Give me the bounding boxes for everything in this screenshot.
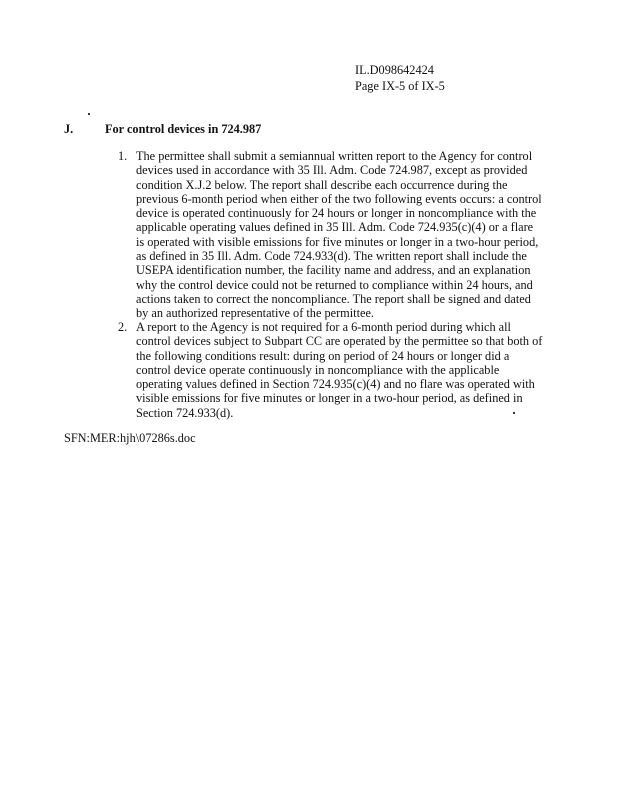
- scan-speck: [513, 412, 515, 414]
- file-reference: SFN:MER:hjh\07286s.doc: [64, 431, 196, 445]
- section-title: For control devices in 724.987: [105, 122, 262, 136]
- text-line: control device operate continuously in noncompliance with the applicable: [136, 362, 500, 377]
- text-line: control devices subject to Subpart CC are operated by the permittee so that both of: [136, 334, 543, 349]
- scan-speck: [88, 113, 90, 115]
- text-line: the following conditions result: during on period of 24 hours or longer did a: [136, 348, 510, 363]
- text-line: previous 6-month period when either of the two following events occurs: a control: [136, 191, 542, 206]
- section-letter: J.: [64, 122, 74, 136]
- text-line: is operated with visible emissions for five minutes or longer in a two-hour period,: [136, 234, 539, 249]
- text-line: by an authorized representative of the permittee.: [136, 306, 374, 321]
- text-line: USEPA identification number, the facility name and address, and an explanation: [136, 263, 531, 278]
- text-line: actions taken to correct the noncompliance. The report shall be signed and dated: [136, 291, 531, 306]
- text-line: devices used in accordance with 35 Ill. Adm. Code 724.987, except as provided: [136, 163, 528, 178]
- text-line: A report to the Agency is not required for a 6-month period during which all: [136, 320, 511, 334]
- text-line: operating values defined in Section 724.935(c)(4) and no flare was operated with: [136, 377, 535, 392]
- item-1-text: [136, 149, 542, 321]
- item-2-number: 2.: [118, 320, 128, 334]
- text-line: Section 724.933(d).: [136, 405, 234, 420]
- text-line: as defined in 35 Ill. Adm. Code 724.933(d). The written report shall include the: [136, 249, 527, 264]
- text-line: why the control device could not be returned to compliance within 24 hours, and: [136, 277, 533, 292]
- text-line: visible emissions for five minutes or longer in a two-hour period, as defined in: [136, 391, 523, 406]
- item-2-text: [136, 320, 542, 420]
- item-1-number: 1.: [118, 149, 128, 163]
- document-id: IL.D098642424: [355, 63, 434, 77]
- text-line: condition X.J.2 below. The report shall describe each occurrence during the: [136, 177, 508, 192]
- text-line: applicable operating values defined in 35 Ill. Adm. Code 724.935(c)(4) or a flare: [136, 220, 534, 235]
- page-number: Page IX-5 of IX-5: [355, 79, 445, 93]
- text-line: device is operated continuously for 24 hours or longer in noncompliance with the: [136, 206, 537, 221]
- text-line: The permittee shall submit a semiannual written report to the Agency for control: [136, 149, 533, 163]
